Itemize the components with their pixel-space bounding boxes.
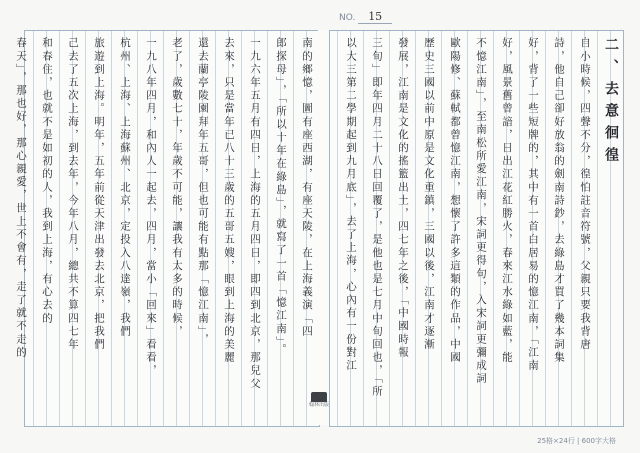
manuscript-column: 一九六年五月有四日，上海的五月四日，即四到北京，那兒父 [249,37,261,391]
manuscript-column: 春天」，那也好，那心親愛，世上不會有，走了就不走的 [15,37,27,360]
manuscript-column: 己去了五次上海，到去年，今年八月，總共不算四七年 [67,37,79,352]
center-gutter [318,30,329,425]
manuscript-column: 郎探母」，「所以十年在綠島」，就寫了一首「憶江南」。 [275,37,287,357]
manuscript-column: 還去蘭亭陵園拜年五哥，但也可能有點那「憶江南」， [197,37,209,347]
left-manuscript-page [15,30,320,427]
logo-text: 翰林出版 [308,402,329,408]
paper-spec: 25格×24行 | 600字大格 [537,437,616,445]
manuscript-column: 三旬」即年四月二十八日回覆了，是他也是七月中旬回也，「所 [371,37,383,399]
manuscript-column: 杭州、上海、上海蘇州、北京，定投入八達嶺，我們 [119,37,131,339]
page-number-field [339,10,392,24]
publisher-logo [304,392,334,418]
manuscript-column: 南的鄉憶，圖有座西湖，有座天陵，在上海義演「四 [301,37,313,339]
manuscript-column: 去來，只是當年已八十三歲的五哥五嫂，眼到上海的美麗 [223,37,235,365]
manuscript-title: 二、去意徊徨 [603,37,619,169]
manuscript-column: 老了，歲數七十，年歲不可能，讓我有太多的時候， [171,37,183,339]
manuscript-column: 歷史三國以前中原是文化重鎮，三國以後，江南才逐漸 [423,37,435,352]
manuscript-column: 好，背了一些短牌的，其中有一首白居易的憶江南，「江南 [527,37,539,373]
logo-mark-icon [311,392,327,402]
manuscript-column: 自小時候，四聲不分，徨怕註音符號，父親只要我背唐 [579,37,591,352]
page-number: 15 [358,10,392,24]
manuscript-column: 不憶江南」，至南松所愛江南，宋詞更得句，入宋詞更彌成詞 [475,37,487,386]
manuscript-column: 和春住，也就不是如初的人，我到上海，有心去的 [41,37,53,326]
manuscript-column: 歐陽修、蘇軾都曾憶江南，想懷了許多這類的作品，中國 [449,37,461,365]
manuscript-column: 以大三第二學期起到九月底」，去了上海，心內有一份對江 [345,37,357,373]
page-number-label: NO. [339,13,356,23]
manuscript-column: 旅遊到上海。明年，五年前從天津出發去北京，把我們 [93,37,105,352]
manuscript-column: 一九八年四月，和內人一起去，四月，當小「回來」看看， [145,37,157,378]
manuscript-column: 詩，他自己卻好放翁的劍南詩鈔，去綠島才買了幾本詞集 [553,37,565,365]
right-manuscript-page [329,30,624,427]
manuscript-column: 好，風景舊曾諳，日出江花紅勝火，春來江水綠如藍，能 [501,37,513,365]
manuscript-column: 發展，江南是文化的搖籃出土，四七年之後，「中國時報 [397,37,409,360]
